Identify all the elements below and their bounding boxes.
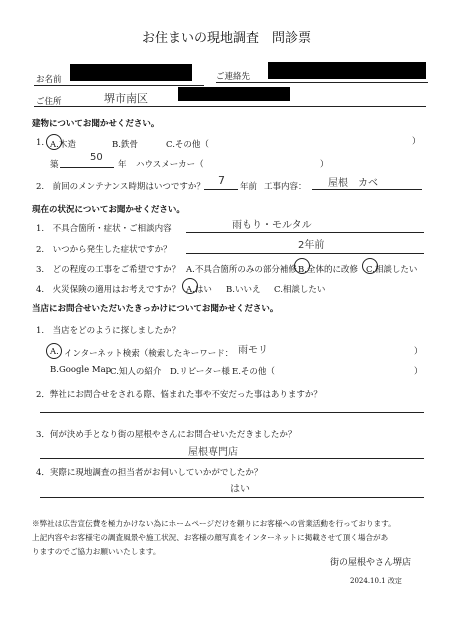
maker-paren-close: ） <box>320 160 329 170</box>
symptom-value: 雨もり・モルタル <box>232 220 312 231</box>
age-unit: 年 <box>118 160 127 170</box>
name-label: お名前 <box>36 75 62 85</box>
insurance-option-yes[interactable]: A.はい <box>186 285 212 295</box>
footer-note-1: ※弊社は広告宣伝費を極力かけない為にホームページだけを頼りにお客様への営業活動を行っております。 <box>32 519 396 528</box>
shop-name: 街の屋根やさん堺店 <box>330 558 412 568</box>
age-prefix: 築 <box>50 160 59 170</box>
age-line <box>60 167 114 168</box>
scope-option-partial[interactable]: A.不具合箇所のみの部分補修 <box>186 265 297 275</box>
insurance-question: 4. 火災保険の適用はお考えですか？ <box>36 285 181 295</box>
option-other[interactable]: C.その他（ <box>166 140 209 150</box>
contact-redaction <box>268 62 426 79</box>
concern-question: 2．弊社にお問合せをされる際、悩まれた事や不安だった事はありますか？ <box>36 390 322 400</box>
survey-line <box>40 497 424 498</box>
onset-question: 2. いつから発生した症状ですか？ <box>36 245 172 255</box>
insurance-option-no[interactable]: B.いいえ <box>226 285 261 295</box>
option-google-map[interactable]: B.Google Map <box>50 365 112 375</box>
revision-date: 2024.10.1 改定 <box>350 577 402 585</box>
insurance-option-consult[interactable]: C.相談したい <box>274 285 326 295</box>
inquiry-heading: 当店にお問合せいただいたきっかけについてお聞かせください。 <box>32 304 279 314</box>
address-label: ご住所 <box>36 97 62 107</box>
work-value: 屋根 カベ <box>328 178 378 189</box>
address-line <box>34 106 426 107</box>
other-source-paren-close: ） <box>414 367 423 377</box>
scope-option-overall[interactable]: B.全体的に改修 <box>298 265 358 275</box>
option-internet-label[interactable]: インターネット検索（検索したキーワード： <box>64 349 234 359</box>
survey-value: はい <box>230 484 250 495</box>
search-keyword: 雨モリ <box>238 345 268 356</box>
footer-note-2: 上記内容やお客様宅の調査風景や施工状況、お客様の顔写真をインターネットに掲載させて頂く場合があ <box>32 533 389 542</box>
address-redaction <box>178 87 290 101</box>
scope-option-consult[interactable]: C.相談したい <box>366 265 418 275</box>
survey-question: 4．実際に現地調査の担当者がお伺いしていかがでしたか？ <box>36 468 263 478</box>
building-heading: 建物についてお聞かせください。 <box>32 119 160 129</box>
option-wood[interactable]: A.木造 <box>50 140 76 150</box>
q1-number: 1. <box>36 138 45 148</box>
age-value: 50 <box>90 152 103 163</box>
onset-value: 2年前 <box>298 240 325 251</box>
option-other-source[interactable]: E.その他（ <box>232 367 275 377</box>
option-steel[interactable]: B.鉄骨 <box>112 140 138 150</box>
option-internet-letter[interactable]: A. <box>50 347 59 357</box>
option-referral[interactable]: C.知人の紹介 <box>110 367 162 377</box>
search-question: 1. 当店をどのように探しましたか？ <box>36 326 181 336</box>
internet-paren-close: ） <box>414 347 423 357</box>
contact-label: ご連絡先 <box>216 72 251 82</box>
work-line <box>312 189 422 190</box>
contact-line <box>216 82 428 83</box>
decision-question: 3．何が決め手となり街の屋根やさんにお問合せいただきましたか？ <box>36 430 297 440</box>
other-paren-close: ） <box>412 137 421 147</box>
name-redaction <box>70 64 192 81</box>
years-line <box>204 189 238 190</box>
footer-note-3: りますのでご協力お願いいたします。 <box>32 547 161 556</box>
maker-label: ハウスメーカー（ <box>136 160 204 170</box>
option-repeater[interactable]: D.リピーター様 <box>170 367 230 377</box>
page-title: お住まいの現地調査 問診票 <box>141 31 311 46</box>
decision-line <box>40 458 424 459</box>
condition-heading: 現在の状況についてお聞かせください。 <box>32 205 185 215</box>
work-label: 工事内容： <box>264 182 307 192</box>
symptom-question: 1. 不具合箇所・症状・ご相談内容 <box>36 224 172 234</box>
decision-value: 屋根専門店 <box>188 447 238 458</box>
maintenance-years: 7 <box>218 174 225 187</box>
name-line <box>34 85 204 86</box>
address-value: 堺市南区 <box>104 92 148 105</box>
concern-line <box>40 412 424 413</box>
scope-question: 3. どの程度の工事をご希望ですか？ <box>36 265 181 275</box>
maintenance-question: 2. 前回のメンテナンス時期はいつですか？ <box>36 182 205 192</box>
onset-line <box>186 253 424 254</box>
years-unit: 年前 <box>240 182 258 192</box>
symptom-line <box>186 232 424 233</box>
